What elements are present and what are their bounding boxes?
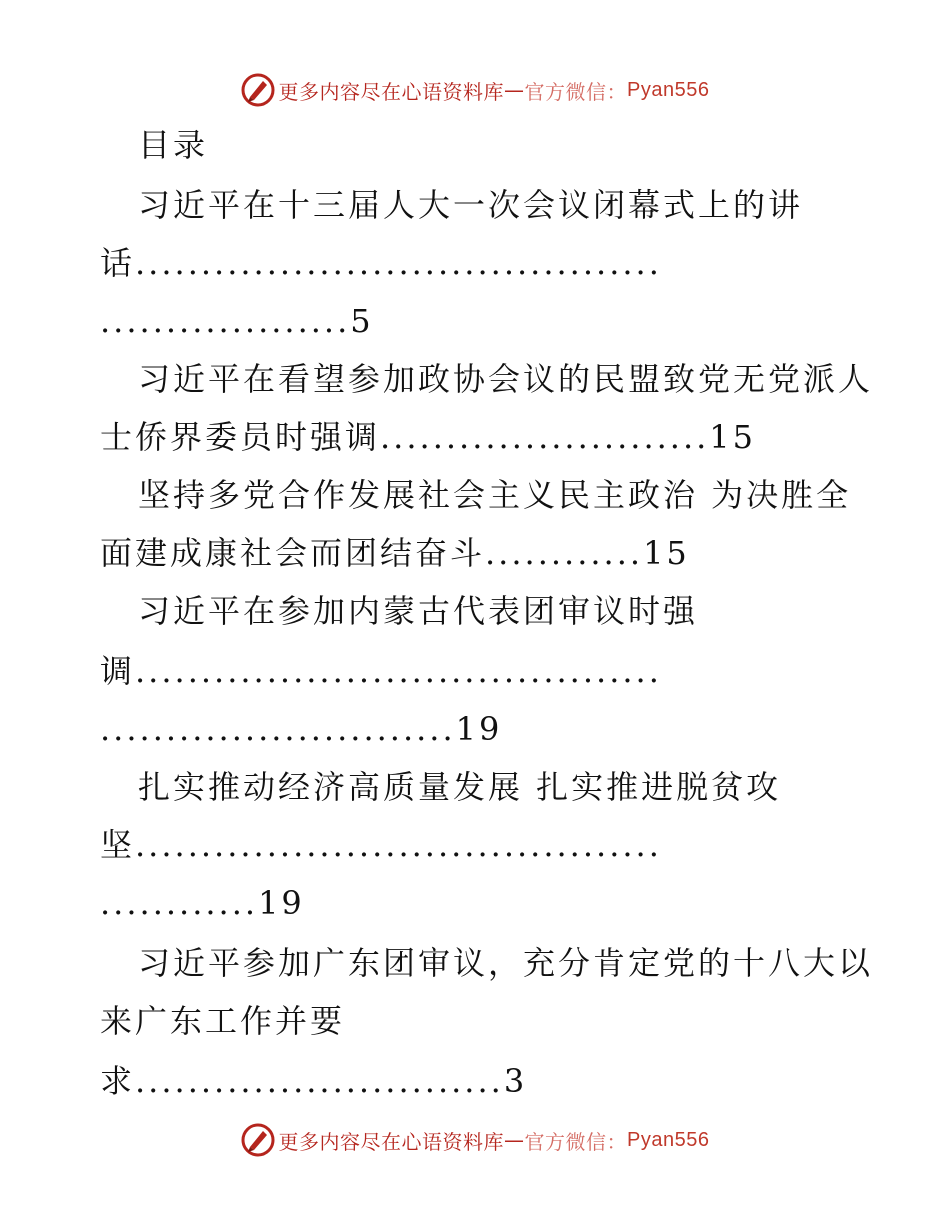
footer-watermark-banner — [0, 1120, 950, 1160]
banner-text: 更多内容尽在心语资料库 — [278, 1129, 505, 1154]
banner-wechat-label: 官方微信： — [524, 1129, 628, 1154]
toc-entry-4-line-1[interactable]: 习近平在参加内蒙古代表团审议时强 — [138, 592, 699, 630]
toc-entry-5-line-2[interactable]: 坚........................................ — [100, 826, 662, 864]
banner-dash: — — [504, 1128, 525, 1152]
toc-entry-2-line-2[interactable]: 士侨界委员时强调.........................15 — [100, 418, 757, 456]
toc-entry-6-line-2[interactable]: 来广东工作并要 — [100, 1002, 346, 1040]
banner-wechat-id: Pyan556 — [627, 78, 710, 101]
toc-title: 目录 — [138, 126, 209, 164]
pen-logo-icon — [241, 1123, 275, 1157]
toc-entry-2-line-1[interactable]: 习近平在看望参加政协会议的民盟致党无党派人 — [138, 360, 874, 398]
pen-logo-icon — [241, 73, 275, 107]
toc-entry-6-line-3[interactable]: 求............................3 — [100, 1062, 528, 1100]
toc-entry-3-line-1[interactable]: 坚持多党合作发展社会主义民主政治 为决胜全 — [138, 476, 852, 514]
banner-wechat-id: Pyan556 — [627, 1128, 710, 1151]
toc-entry-5-line-3[interactable]: ............19 — [100, 884, 305, 922]
toc-entry-3-line-2[interactable]: 面建成康社会而团结奋斗............15 — [100, 534, 690, 572]
banner-wechat-label: 官方微信： — [524, 79, 628, 104]
toc-entry-4-line-3[interactable]: ...........................19 — [100, 710, 503, 748]
banner-text: 更多内容尽在心语资料库 — [278, 79, 505, 104]
banner-dash: — — [504, 78, 525, 102]
toc-entry-6-line-1[interactable]: 习近平参加广东团审议，充分肯定党的十八大以 — [138, 944, 874, 982]
toc-entry-1-line-1[interactable]: 习近平在十三届人大一次会议闭幕式上的讲 — [138, 186, 804, 224]
header-watermark-banner — [0, 70, 950, 110]
toc-entry-1-line-2[interactable]: 话........................................ — [100, 244, 662, 282]
toc-entry-5-line-1[interactable]: 扎实推动经济高质量发展 扎实推进脱贫攻 — [138, 768, 782, 806]
toc-entry-4-line-2[interactable]: 调........................................ — [100, 652, 662, 690]
toc-entry-1-line-3[interactable]: ...................5 — [100, 302, 374, 340]
